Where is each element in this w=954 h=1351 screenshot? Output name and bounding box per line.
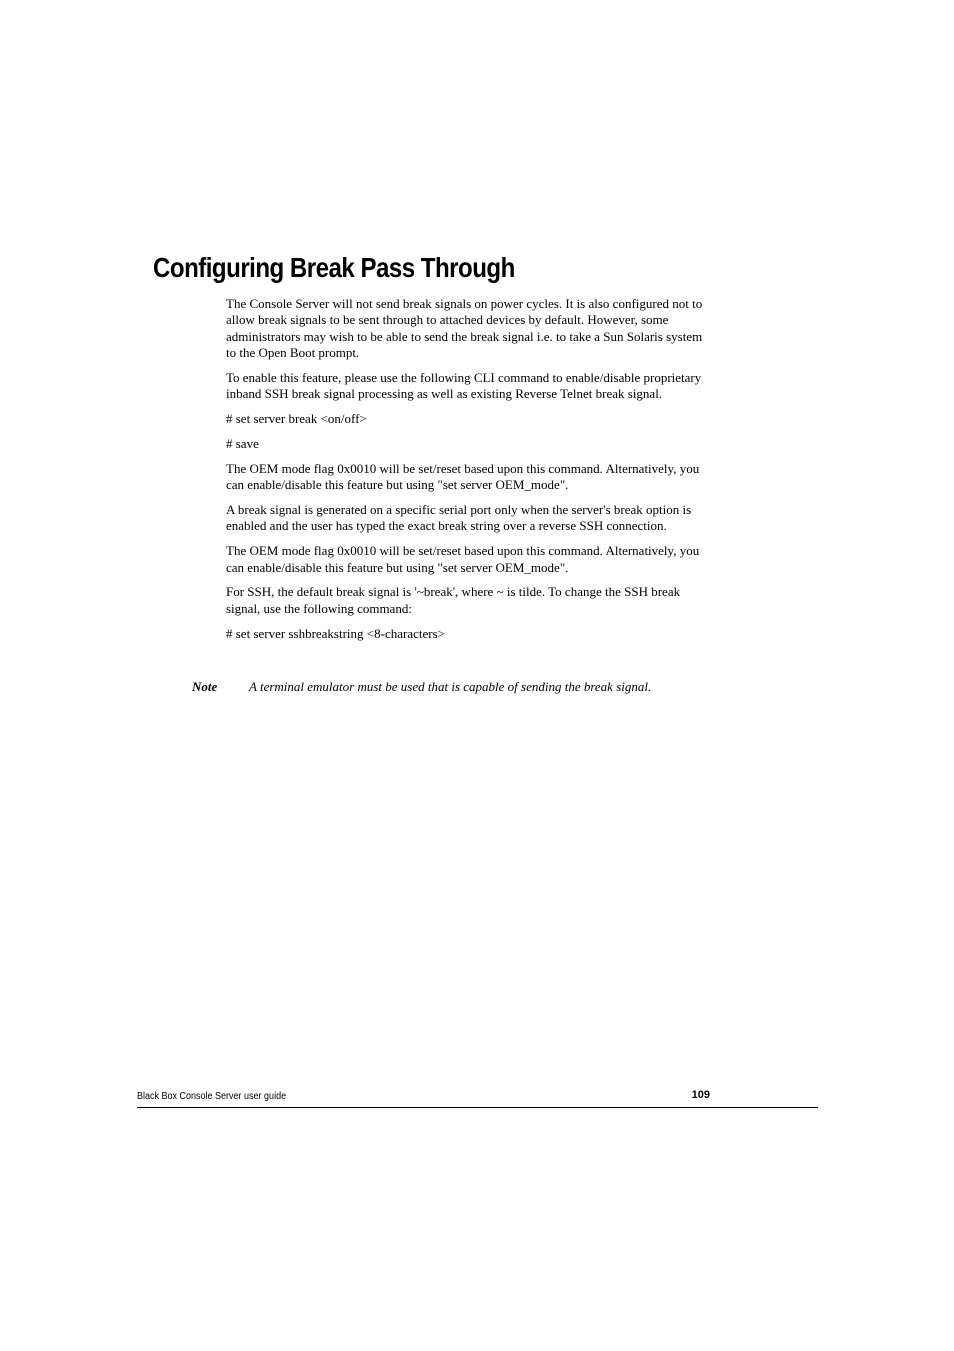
ssh-break-paragraph: For SSH, the default break signal is '~break', where ~ is tilde. To change the SSH break signal, use the following command: [226,584,681,616]
footer-guide-title: Black Box Console Server user guide [137,1091,287,1102]
body-text [226,296,704,650]
oem-flag-paragraph: The OEM mode flag 0x0010 will be set/reset based upon this command. Alternatively, you can enable/disable this feature but using "set server OEM_mode". [226,460,700,493]
note-label: Note [192,679,218,694]
enable-paragraph: To enable this feature, please use the following CLI command to enable/disable proprietary inband SSH break signal processing as well as existing Reverse Telnet break signal. [226,370,702,402]
intro-paragraph: The Console Server will not send break signals on power cycles. It is also configured not to allow break signals to be sent through to attached devices by default. However, some administrators may wish to be able to send the break signal i.e. to take a Sun Solaris system to the Open Boot prompt. [226,296,703,361]
oem-flag-paragraph-repeat: The OEM mode flag 0x0010 will be set/reset based upon this command. Alternatively, you can enable/disable this feature but using "set server OEM_mode". [226,543,700,575]
command-save: # save [226,436,259,452]
footer-page-number: 109 [691,1089,710,1101]
command-sshbreakstring: # set server sshbreakstring <8-characters> [226,625,445,641]
break-signal-paragraph: A break signal is generated on a specific serial port only when the server's break option is enabled and the user has typed the exact break string over a reverse SSH connection. [226,502,692,534]
note-text: A terminal emulator must be used that is capable of sending the break signal. [249,679,652,694]
note [192,679,712,695]
command-set-break: # set server break <on/off> [226,411,367,427]
footer-rule [137,1107,818,1108]
page-title: Configuring Break Pass Through [153,252,515,283]
